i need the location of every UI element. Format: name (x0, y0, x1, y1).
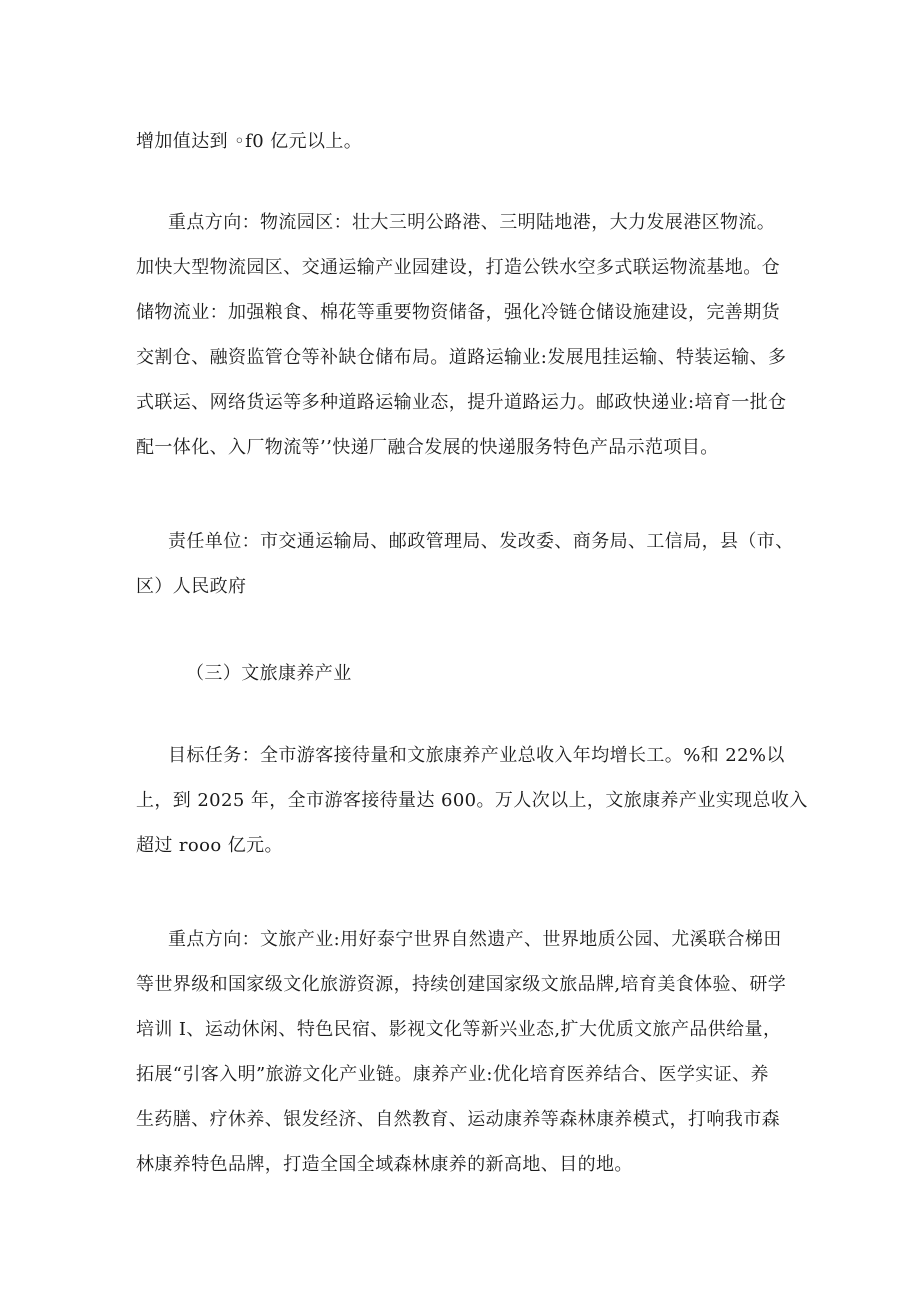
paragraph-line: 上，到 2025 年，全市游客接待量达 600。万人次以上，文旅康养产业实现总收入 (136, 790, 808, 811)
paragraph-line: 配一体化、入厂物流等’’快递厂融合发展的快递服务特色产品示范项目。 (136, 437, 719, 458)
paragraph-line: 责任单位：市交通运输局、邮政管理局、发改委、商务局、工信局，县（市、 (168, 531, 794, 552)
paragraph-line: 重点方向：物流园区：壮大三明公路港、三明陆地港，大力发展港区物流。 (168, 212, 776, 233)
paragraph-line: 式联运、网络货运等多种道路运输业态，提升道路运力。邮政快递业:培育一批仓 (136, 392, 787, 413)
paragraph-line: 超过 rooo 亿元。 (136, 835, 283, 856)
section-heading: （三）文旅康养产业 (186, 663, 352, 684)
paragraph-line: 等世界级和国家级文化旅游资源，持续创建国家级文旅品牌,培育美食体验、研学 (136, 974, 787, 995)
paragraph-line: 生药膳、疗休养、银发经济、自然教育、运动康养等森林康养模式，打响我市森 (136, 1109, 780, 1130)
paragraph-line: 增加值达到 ◦f0 亿元以上。 (136, 131, 363, 152)
paragraph-line: 培训 I、运动休闲、特色民宿、影视文化等新兴业态,扩大优质文旅产品供给量， (136, 1019, 782, 1040)
paragraph-line: 区）人民政府 (136, 576, 247, 597)
paragraph-line: 储物流业：加强粮食、棉花等重要物资储备，强化冷链仓储设施建设，完善期货 (136, 302, 780, 323)
paragraph-line: 拓展“引客入明”旅游文化产业链。康养产业:优化培育医养结合、医学实证、养 (136, 1064, 769, 1085)
paragraph-line: 交割仓、融资监管仓等补缺仓储布局。道路运输业:发展甩挂运输、特装运输、多 (136, 347, 787, 368)
paragraph-line: 目标任务：全市游客接待量和文旅康养产业总收入年均增长工。%和 22%以 (168, 745, 785, 766)
paragraph-line: 重点方向：文旅产业:用好泰宁世界自然遗产、世界地质公园、尤溪联合梯田 (168, 929, 782, 950)
paragraph-line: 林康养特色品牌，打造全国全域森林康养的新高地、目的地。 (136, 1154, 633, 1175)
paragraph-line: 加快大型物流园区、交通运输产业园建设，打造公铁水空多式联运物流基地。仓 (136, 257, 780, 278)
